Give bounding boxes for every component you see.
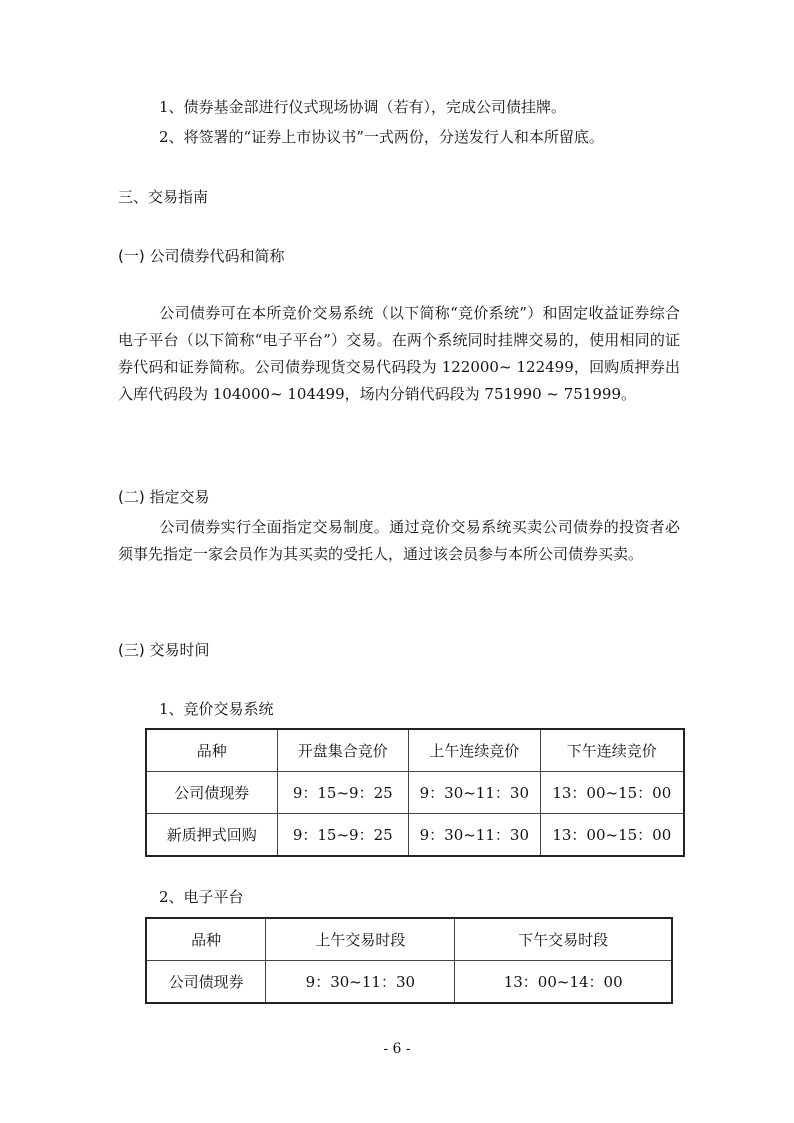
subsection-heading: (二) 指定交易 [118, 488, 210, 506]
table-header: 开盘集合竞价 [277, 729, 408, 772]
table-caption: 2、电子平台 [159, 888, 244, 906]
table-header: 品种 [146, 918, 266, 961]
page-number: - 6 - [383, 1041, 411, 1057]
table-cell: 13：00~15：00 [540, 772, 684, 814]
paragraph-text: 公司债券可在本所竞价交易系统（以下简称“竞价系统”）和固定收益证券综合电子平台（以下简称“电子平台”）交易。在两个系统同时挂牌交易的，使用相同的证券代码和证券简称。公司债券现货交易代码段为 122000~ 122499，回购质押券出入库代码段为 104000~ 104499，场内分销代码段为 751990 ~ 751999。 [118, 304, 680, 403]
table-cell: 9：30~11：30 [408, 814, 540, 857]
table-cell: 9：15~9：25 [277, 772, 408, 814]
table-header: 上午连续竞价 [408, 729, 540, 772]
table-cell: 9：30~11：30 [408, 772, 540, 814]
list-item: 2、将签署的“证券上市协议书”一式两份，分送发行人和本所留底。 [159, 128, 604, 146]
table-header: 品种 [146, 729, 277, 772]
table-cell: 公司债现券 [146, 961, 266, 1004]
table-header: 下午连续竞价 [540, 729, 684, 772]
subsection-heading: (一) 公司债券代码和简称 [118, 247, 285, 265]
list-item: 1、债券基金部进行仪式现场协调（若有），完成公司债挂牌。 [159, 98, 567, 116]
table-caption: 1、竞价交易系统 [159, 700, 274, 718]
table-cell: 公司债现券 [146, 772, 277, 814]
paragraph [118, 514, 680, 568]
subsection-heading: (三) 交易时间 [118, 641, 210, 659]
table-row [146, 814, 684, 857]
platform-time-table [145, 917, 673, 1004]
paragraph [118, 300, 680, 408]
table-cell: 9：30~11：30 [266, 961, 455, 1004]
table-cell: 13：00~15：00 [540, 814, 684, 857]
paragraph-text: 公司债券实行全面指定交易制度。通过竞价交易系统买卖公司债券的投资者必须事先指定一家会员作为其买卖的受托人，通过该会员参与本所公司债券买卖。 [118, 518, 680, 563]
trading-time-table [145, 728, 685, 857]
table-cell: 新质押式回购 [146, 814, 277, 857]
table-row [146, 772, 684, 814]
table-header: 上午交易时段 [266, 918, 455, 961]
table-row [146, 961, 672, 1004]
table-cell: 13：00~14：00 [455, 961, 672, 1004]
section-heading: 三、交易指南 [118, 188, 209, 206]
table-cell: 9：15~9：25 [277, 814, 408, 857]
table-header: 下午交易时段 [455, 918, 672, 961]
